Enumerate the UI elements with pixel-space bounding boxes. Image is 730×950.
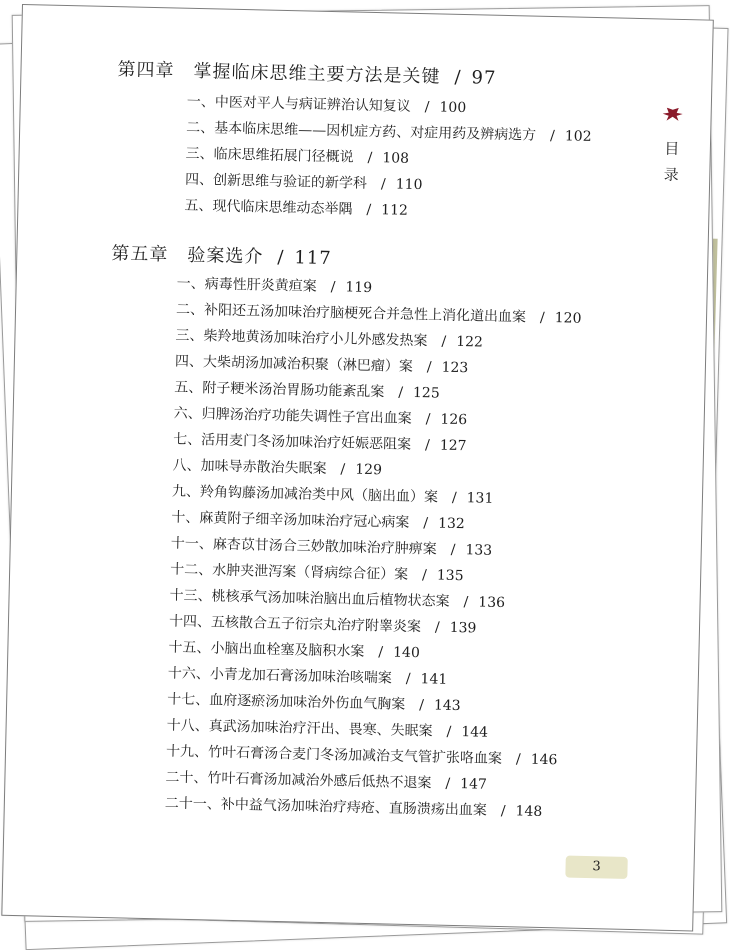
toc-page	[1, 4, 714, 931]
toc-entry: 十九、竹叶石膏汤合麦门冬汤加减治支气管扩张咯血案 / 146	[165, 743, 558, 769]
entry-title: 十八、真武汤加味治疗汗出、畏寒、失眠案	[166, 717, 433, 740]
toc-entry: 十六、小青龙加石膏汤加味治咳喘案 / 141	[167, 665, 448, 688]
entry-page-number: 144	[461, 724, 489, 741]
toc-entry: 十八、真武汤加味治疗汗出、畏寒、失眠案 / 144	[166, 717, 489, 741]
entry-title: 十七、血府逐瘀汤加味治外伤血气胸案	[167, 691, 406, 713]
entry-title: 二、补阳还五汤加味治疗脑梗死合并急性上消化道出血案	[175, 301, 527, 326]
toc-entry: 三、柴羚地黄汤加味治疗小儿外感发热案 / 122	[175, 327, 484, 351]
entry-title: 十六、小青龙加石膏汤加味治咳喘案	[167, 665, 392, 687]
entry-page-number: 143	[433, 697, 461, 715]
entry-page-number: 148	[515, 803, 543, 821]
entry-title: 四、创新思维与验证的新学科	[184, 171, 368, 192]
entry-title: 十一、麻杏苡甘汤合三妙散加味治疗肿痹案	[170, 535, 437, 558]
entry-title: 五、现代临床思维动态举隅	[184, 197, 353, 218]
toc-entry: 一、中医对平人与病证辨治认知复议 / 100	[186, 93, 467, 117]
entry-title: 五、附子粳米汤治胃肠功能紊乱案	[174, 379, 385, 401]
entry-page-number: 100	[439, 99, 467, 117]
entry-title: 十、麻黄附子细辛汤加味治疗冠心病案	[171, 509, 410, 531]
entry-page-number: 139	[449, 619, 477, 637]
entry-page-number: 127	[439, 437, 467, 455]
chapter-page-number: 117	[294, 247, 332, 270]
entry-page-number: 131	[466, 490, 494, 507]
entry-title: 三、临床思维拓展门径概说	[185, 145, 354, 166]
entry-title: 十九、竹叶石膏汤合麦门冬汤加减治支气管扩张咯血案	[165, 743, 503, 768]
toc-entry: 二十一、补中益气汤加味治疗痔疮、直肠溃疡出血案 / 148	[164, 795, 543, 821]
entry-title: 一、中医对平人与病证辨治认知复议	[186, 93, 411, 115]
toc-entry: 八、加味导赤散治失眠案 / 129	[172, 457, 383, 479]
toc-entry: 十、麻黄附子细辛汤加味治疗冠心病案 / 132	[171, 509, 465, 533]
entry-page-number: 123	[441, 359, 469, 377]
toc-entry: 五、附子粳米汤治胃肠功能紊乱案 / 125	[174, 379, 440, 402]
chapter-title: 第四章 掌握临床思维主要方法是关键	[117, 59, 441, 88]
entry-title: 二十、竹叶石膏汤加减治外感后低热不退案	[165, 769, 432, 792]
entry-title: 十五、小脑出血栓塞及脑积水案	[168, 639, 365, 660]
ornament-icon	[660, 108, 684, 123]
toc-entry: 二十、竹叶石膏汤加减治外感后低热不退案 / 147	[165, 769, 488, 793]
entry-title: 八、加味导赤散治失眠案	[172, 457, 327, 478]
entry-page-number: 132	[437, 515, 465, 533]
toc-entry: 十四、五核散合五子衍宗丸治疗附睾炎案 / 139	[168, 613, 477, 637]
contents-side-label	[661, 136, 682, 188]
entry-title: 十三、桃核承气汤加味治脑出血后植物状态案	[169, 587, 450, 610]
entry-title: 四、大柴胡汤加减治积聚（淋巴瘤）案	[174, 353, 414, 375]
entry-page-number: 147	[459, 776, 488, 793]
entry-page-number: 146	[530, 751, 558, 769]
entry-title: 九、羚角钩藤汤加减治类中风（脑出血）案	[171, 483, 439, 506]
entry-page-number: 141	[420, 671, 448, 688]
toc-entry: 十二、水肿夹泄泻案（肾病综合征）案 / 135	[170, 561, 464, 585]
toc-entry: 六、归脾汤治疗功能失调性子宫出血案 / 126	[173, 405, 468, 429]
entry-page-number: 110	[395, 176, 423, 194]
chapter-page-number: 97	[471, 67, 497, 89]
entry-page-number: 112	[380, 202, 409, 219]
chapter-title: 第五章 验案选介	[111, 243, 264, 268]
entry-page-number: 119	[345, 279, 373, 297]
toc-entry: 七、活用麦门冬汤加味治疗妊娠恶阻案 / 127	[172, 431, 467, 455]
entry-page-number: 133	[465, 542, 493, 559]
entry-title: 七、活用麦门冬汤加味治疗妊娠恶阻案	[172, 431, 412, 453]
toc-entry: 十三、桃核承气汤加味治脑出血后植物状态案 / 136	[169, 587, 506, 612]
toc-entry: 十五、小脑出血栓塞及脑积水案 / 140	[168, 639, 421, 662]
side-label-char: 目	[664, 139, 680, 158]
chapter-heading: 第四章 掌握临床思维主要方法是关键 / 97	[117, 59, 497, 89]
toc-entry: 三、临床思维拓展门径概说 / 108	[185, 145, 410, 167]
entry-page-number: 122	[455, 333, 484, 351]
entry-page-number: 140	[392, 644, 421, 662]
entry-page-number: 102	[564, 128, 592, 145]
toc-entry: 十七、血府逐瘀汤加味治外伤血气胸案 / 143	[167, 691, 461, 715]
entry-title: 六、归脾汤治疗功能失调性子宫出血案	[173, 405, 412, 427]
entry-title: 二十一、补中益气汤加味治疗痔疮、直肠溃疡出血案	[164, 795, 487, 819]
entry-title: 二、基本临床思维——因机症方药、对症用药及辨病选方	[186, 119, 537, 144]
toc-entry: 四、创新思维与验证的新学科 / 110	[184, 171, 423, 194]
entry-page-number: 108	[382, 150, 410, 167]
toc-entry: 一、病毒性肝炎黄疸案 / 119	[176, 275, 373, 297]
toc-entry: 十一、麻杏苡甘汤合三妙散加味治疗肿痹案 / 133	[170, 535, 493, 559]
page-number: 3	[565, 856, 627, 879]
toc-entry: 四、大柴胡汤加减治积聚（淋巴瘤）案 / 123	[174, 353, 469, 377]
entry-title: 三、柴羚地黄汤加味治疗小儿外感发热案	[175, 327, 428, 350]
entry-title: 一、病毒性肝炎黄疸案	[176, 275, 317, 295]
toc-entry: 九、羚角钩藤汤加减治类中风（脑出血）案 / 131	[171, 483, 494, 507]
entry-page-number: 135	[436, 567, 464, 585]
toc-entry: 二、基本临床思维——因机症方药、对症用药及辨病选方 / 102	[186, 119, 592, 145]
entry-page-number: 126	[440, 411, 468, 429]
chapter-heading: 第五章 验案选介 / 117	[111, 243, 332, 270]
side-label-char: 录	[663, 165, 679, 184]
entry-title: 十四、五核散合五子衍宗丸治疗附睾炎案	[168, 613, 422, 636]
entry-page-number: 136	[478, 594, 506, 612]
entry-page-number: 129	[355, 461, 383, 479]
entry-title: 十二、水肿夹泄泻案（肾病综合征）案	[170, 561, 409, 583]
toc-entry: 二、补阳还五汤加味治疗脑梗死合并急性上消化道出血案 / 120	[175, 301, 582, 327]
toc-entry: 五、现代临床思维动态举隅 / 112	[184, 197, 409, 219]
entry-page-number: 120	[554, 310, 582, 327]
entry-page-number: 125	[412, 384, 440, 402]
